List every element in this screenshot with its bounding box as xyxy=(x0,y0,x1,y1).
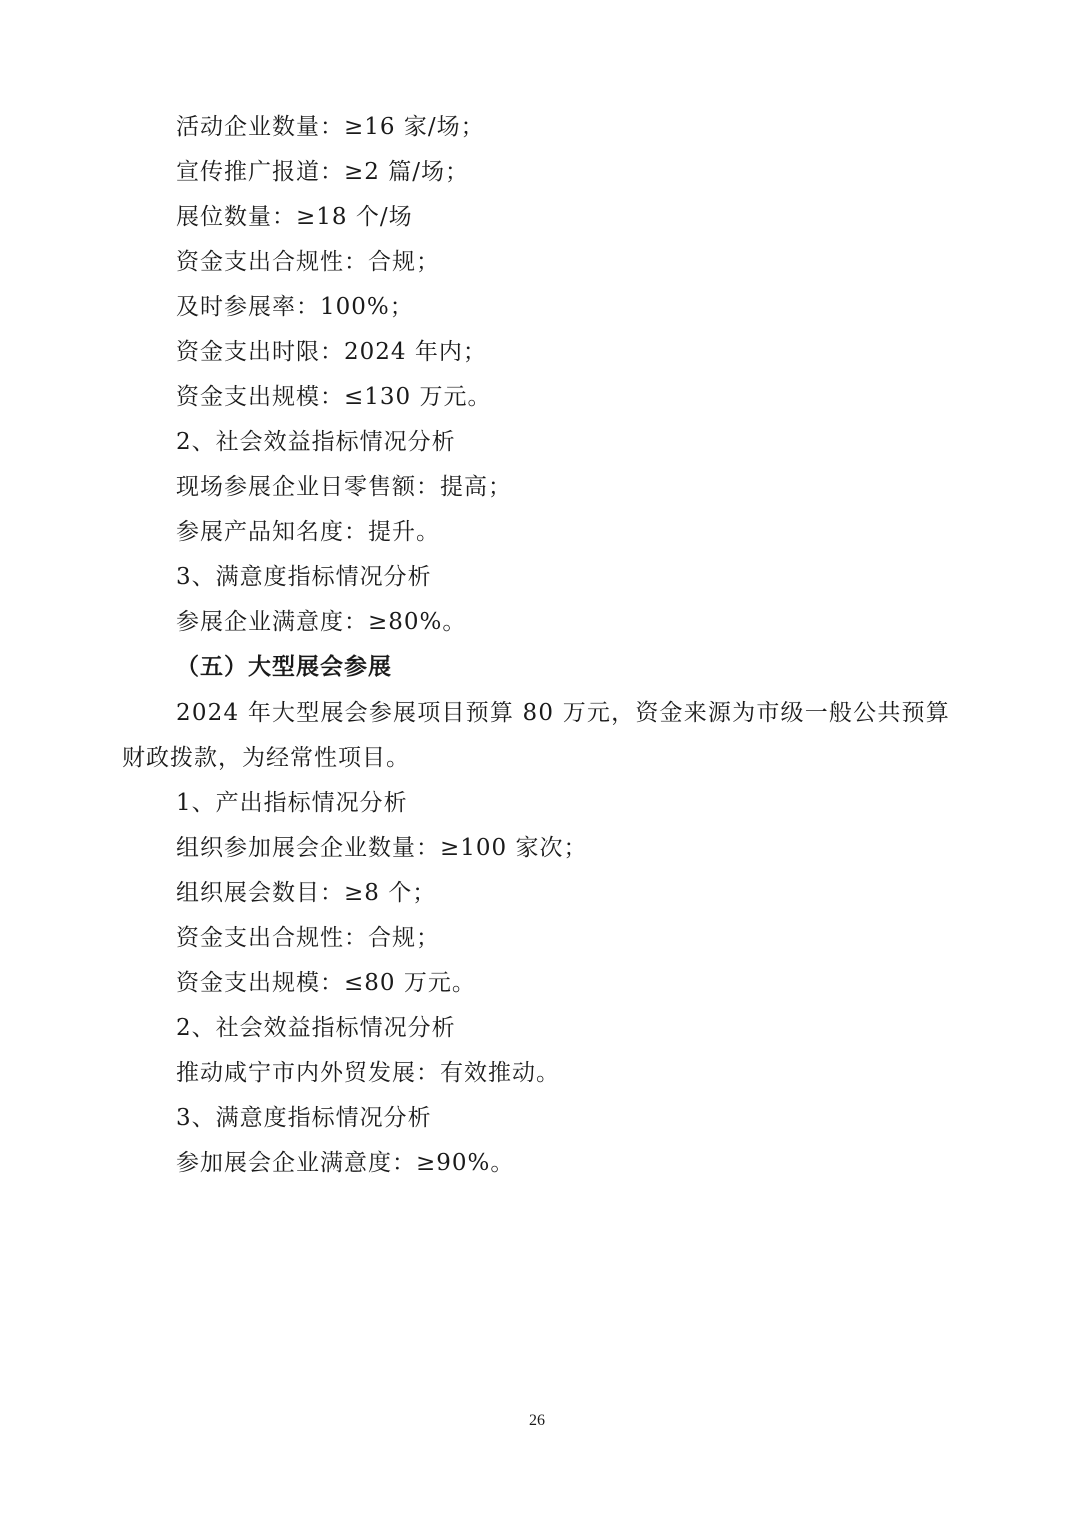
section-heading: （五）大型展会参展 xyxy=(176,653,392,680)
text-line: 推动咸宁市内外贸发展：有效推动。 xyxy=(176,1060,560,1086)
text-line: 组织展会数目：≥8 个； xyxy=(176,880,437,906)
paragraph-line-2: 财政拨款，为经常性项目。 xyxy=(122,745,410,771)
text-line: 参展企业满意度：≥80%。 xyxy=(176,609,467,635)
text-line: 资金支出规模：≤80 万元。 xyxy=(176,970,476,996)
text-line: 组织参加展会企业数量：≥100 家次； xyxy=(176,835,588,861)
page-number: 26 xyxy=(529,1412,545,1429)
text-line: 展位数量：≥18 个/场 xyxy=(176,204,413,230)
subsection-heading: 3、满意度指标情况分析 xyxy=(176,564,432,590)
paragraph-line-1: 2024 年大型展会参展项目预算 80 万元，资金来源为市级一般公共预算 xyxy=(176,700,950,726)
text-line: 参加展会企业满意度：≥90%。 xyxy=(176,1150,515,1176)
text-line: 及时参展率：100%； xyxy=(176,294,414,320)
subsection-heading: 2、社会效益指标情况分析 xyxy=(176,1015,456,1041)
text-line: 资金支出时限：2024 年内； xyxy=(176,339,487,365)
text-line: 资金支出合规性：合规； xyxy=(176,249,440,275)
text-line: 宣传推广报道：≥2 篇/场； xyxy=(176,159,469,185)
subsection-heading: 2、社会效益指标情况分析 xyxy=(176,429,456,455)
subsection-heading: 3、满意度指标情况分析 xyxy=(176,1105,432,1131)
text-line: 活动企业数量：≥16 家/场； xyxy=(176,114,485,140)
subsection-heading: 1、产出指标情况分析 xyxy=(176,790,408,816)
text-line: 现场参展企业日零售额：提高； xyxy=(176,474,512,500)
text-line: 参展产品知名度：提升。 xyxy=(176,519,440,545)
text-line: 资金支出规模：≤130 万元。 xyxy=(176,384,492,410)
text-line: 资金支出合规性：合规； xyxy=(176,925,440,951)
